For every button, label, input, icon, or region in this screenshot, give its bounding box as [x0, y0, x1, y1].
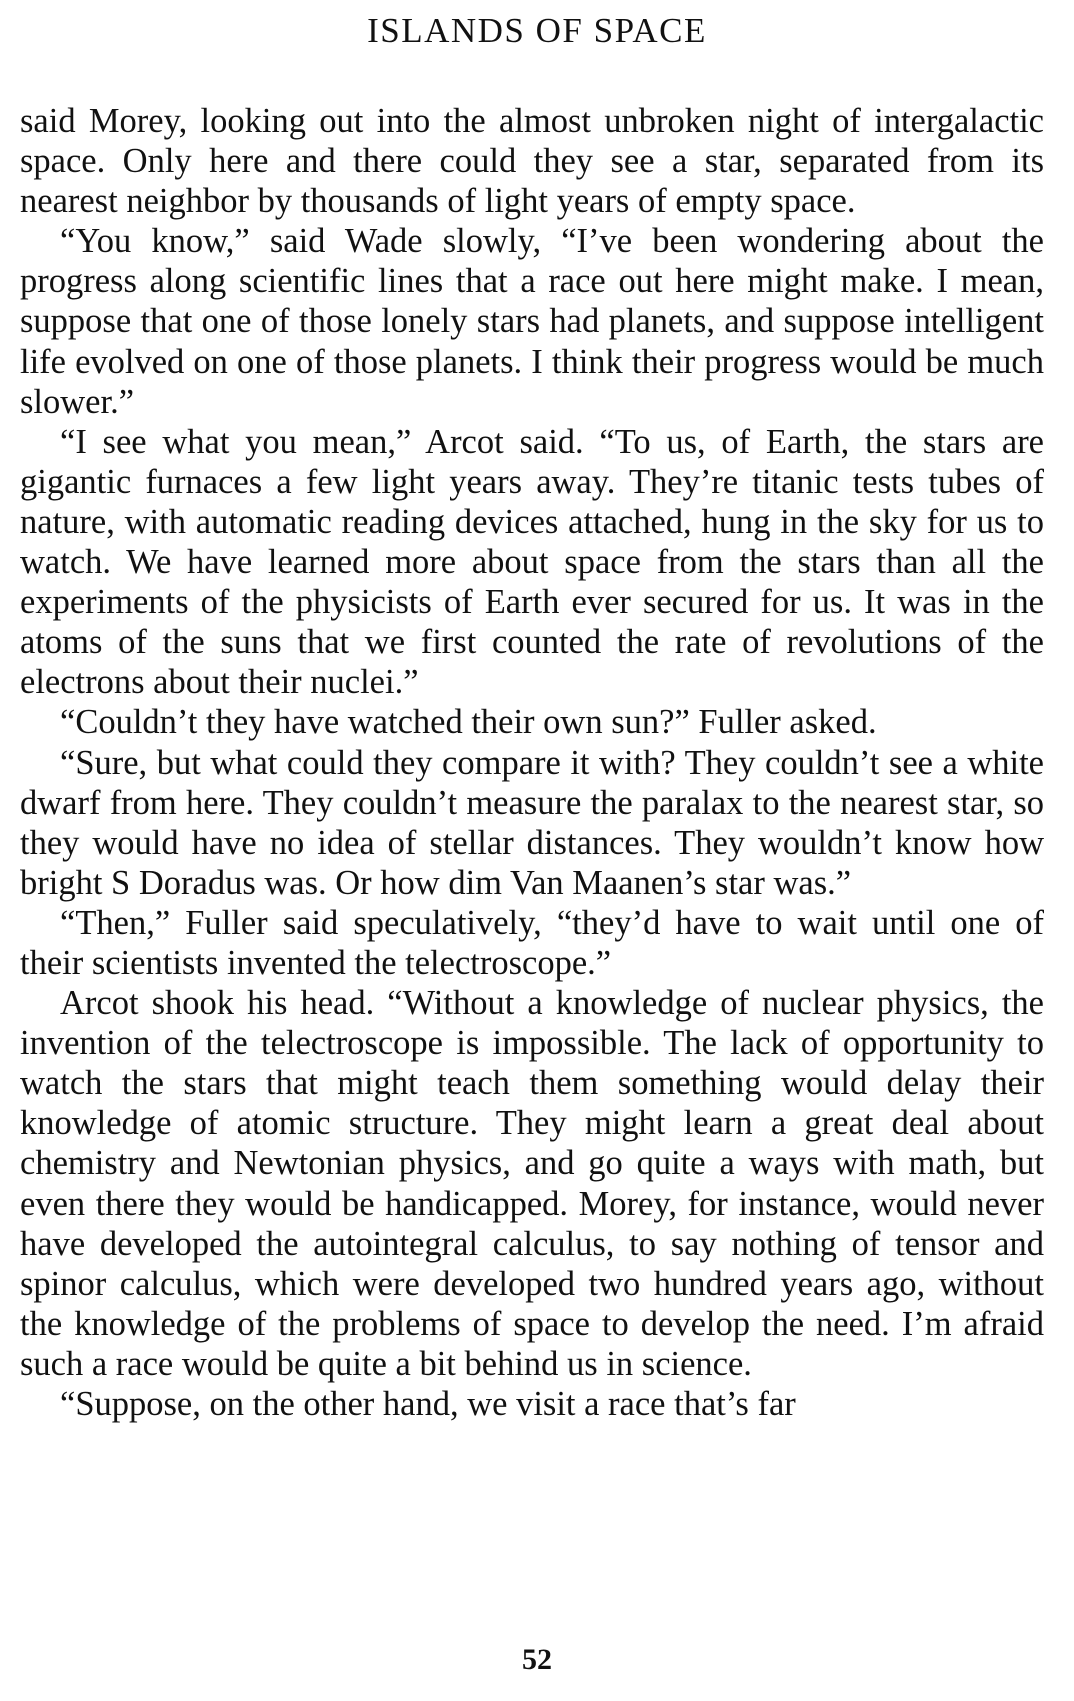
running-head-title: ISLANDS OF SPACE: [367, 11, 707, 50]
paragraph: “Sure, but what could they compare it with? They couldn’t see a white dwarf from here. They couldn’t measure the paralax to the nearest star, so they would have no idea of stellar distances. They wouldn’t know how bright S Doradus was. Or how dim Van Maanen’s star was.”: [20, 743, 1044, 902]
body-text: [20, 101, 1044, 1424]
paragraph: “Couldn’t they have watched their own sun?” Fuller asked.: [60, 703, 877, 742]
paragraph: Arcot shook his head. “Without a knowledge of nuclear physics, the invention of the telectroscope is impossible. The lack of opportunity to watch the stars that might teach them something would delay their knowledge of atomic structure. They might learn a great deal about chemistry and Newtonian physics, and go quite a ways with math, but even there they would be handicapped. Morey, for instance, would never have developed the autointegral calculus, to say nothing of tensor and spinor calculus, which were developed two hundred years ago, without the knowledge of the problems of space to develop the need. I’m afraid such a race would be quite a bit behind us in science.: [20, 984, 1044, 1383]
paragraph: “I see what you mean,” Arcot said. “To us, of Earth, the stars are gigantic furnaces a few light years away. They’re titanic tests tubes of nature, with automatic reading devices attached, hung in the sky for us to watch. We have learned more about space from the stars than all the experiments of the physicists of Earth ever secured for us. It was in the atoms of the suns that we first counted the rate of revolutions of the electrons about their nuclei.”: [20, 422, 1044, 702]
paragraph: “You know,” said Wade slowly, “I’ve been wondering about the progress along scientific lines that a race out here might make. I mean, suppose that one of those lonely stars had planets, and suppose intelligent life evolved on one of those planets. I think their progress would be much slower.”: [20, 222, 1044, 421]
page-number: 52: [522, 1643, 552, 1676]
paragraph: said Morey, looking out into the almost unbroken night of intergalactic space. Only here and there could they see a star, separated from its nearest neighbor by thousands of light years of empty space.: [20, 102, 1044, 221]
paragraph: “Suppose, on the other hand, we visit a race that’s far: [60, 1385, 796, 1423]
paragraph: “Then,” Fuller said speculatively, “they’d have to wait until one of their scientists invented the telectroscope.”: [20, 903, 1044, 982]
